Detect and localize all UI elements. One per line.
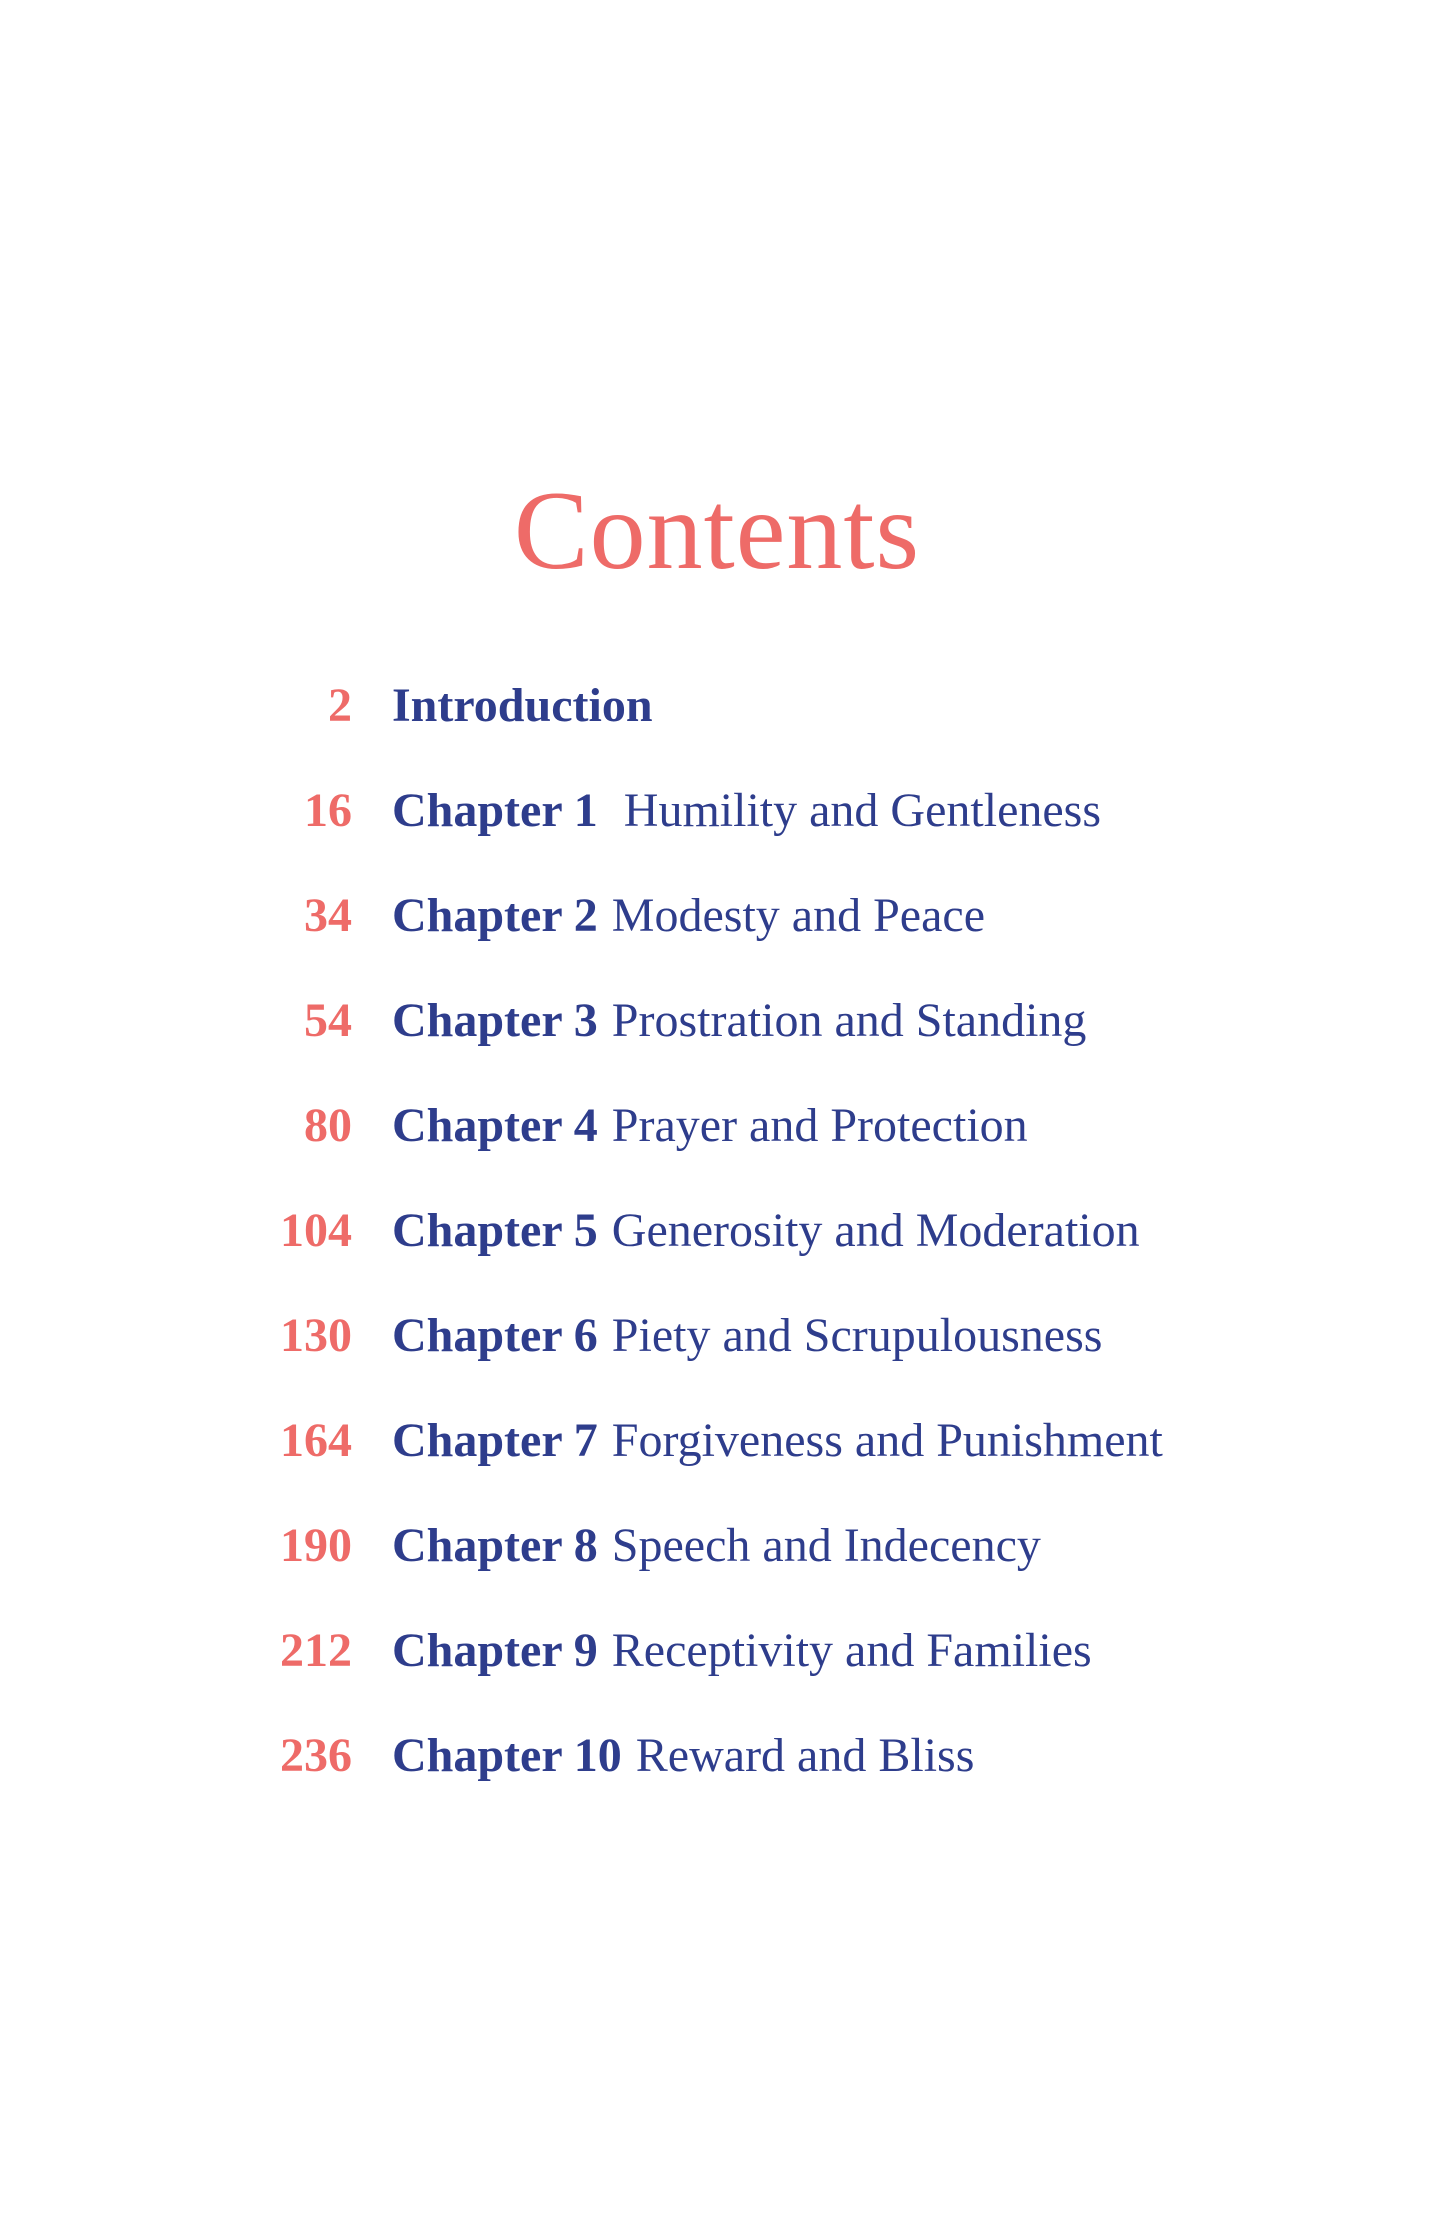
toc-page-number: 190 (280, 1519, 352, 1572)
toc-entry-chapter-8[interactable] (250, 1516, 1300, 1621)
toc-entry-chapter-10[interactable] (250, 1726, 1300, 1831)
toc-chapter-label: Chapter 1 (392, 784, 598, 837)
toc-entry-chapter-4[interactable] (250, 1096, 1300, 1201)
toc-chapter-label: Chapter 10 (392, 1729, 622, 1782)
toc-chapter-title: Prayer and Protection (611, 1099, 1028, 1152)
toc-chapter-label: Chapter 4 (392, 1099, 598, 1152)
table-of-contents (250, 676, 1300, 1831)
toc-entry-chapter-5[interactable] (250, 1201, 1300, 1306)
toc-page-number: 130 (280, 1309, 352, 1362)
toc-entry-chapter-2[interactable] (250, 886, 1300, 991)
toc-entry-chapter-7[interactable] (250, 1411, 1300, 1516)
toc-entry-chapter-3[interactable] (250, 991, 1300, 1096)
toc-chapter-title: Modesty and Peace (611, 889, 985, 942)
toc-chapter-title: Humility and Gentleness (623, 784, 1102, 837)
toc-chapter-label: Chapter 9 (392, 1624, 598, 1677)
page-title: Contents (513, 469, 921, 594)
toc-chapter-title: Reward and Bliss (635, 1729, 975, 1782)
toc-entry-chapter-6[interactable] (250, 1306, 1300, 1411)
toc-chapter-title: Speech and Indecency (611, 1519, 1041, 1572)
toc-chapter-title: Piety and Scrupulousness (611, 1309, 1103, 1362)
toc-page-number: 54 (304, 994, 352, 1047)
toc-page-number: 34 (304, 889, 352, 942)
toc-page-number: 16 (304, 784, 352, 837)
toc-chapter-title: Generosity and Moderation (611, 1204, 1140, 1257)
toc-chapter-label: Chapter 7 (392, 1414, 598, 1467)
toc-chapter-label: Chapter 3 (392, 994, 598, 1047)
toc-chapter-label: Chapter 8 (392, 1519, 598, 1572)
toc-page-number: 80 (304, 1099, 352, 1152)
toc-entry-chapter-9[interactable] (250, 1621, 1300, 1726)
toc-page-number: 236 (280, 1729, 352, 1782)
toc-page-number: 2 (328, 679, 352, 732)
toc-chapter-label: Chapter 5 (392, 1204, 598, 1257)
toc-chapter-label: Introduction (392, 679, 653, 732)
toc-chapter-label: Chapter 6 (392, 1309, 598, 1362)
toc-entry-chapter-1[interactable] (250, 781, 1300, 886)
toc-entry-introduction[interactable] (250, 676, 1300, 781)
toc-page-number: 212 (280, 1624, 352, 1677)
toc-page-number: 104 (280, 1204, 352, 1257)
toc-page-number: 164 (280, 1414, 352, 1467)
toc-chapter-label: Chapter 2 (392, 889, 598, 942)
toc-chapter-title: Prostration and Standing (611, 994, 1087, 1047)
toc-chapter-title: Forgiveness and Punishment (611, 1414, 1163, 1467)
toc-chapter-title: Receptivity and Families (611, 1624, 1092, 1677)
